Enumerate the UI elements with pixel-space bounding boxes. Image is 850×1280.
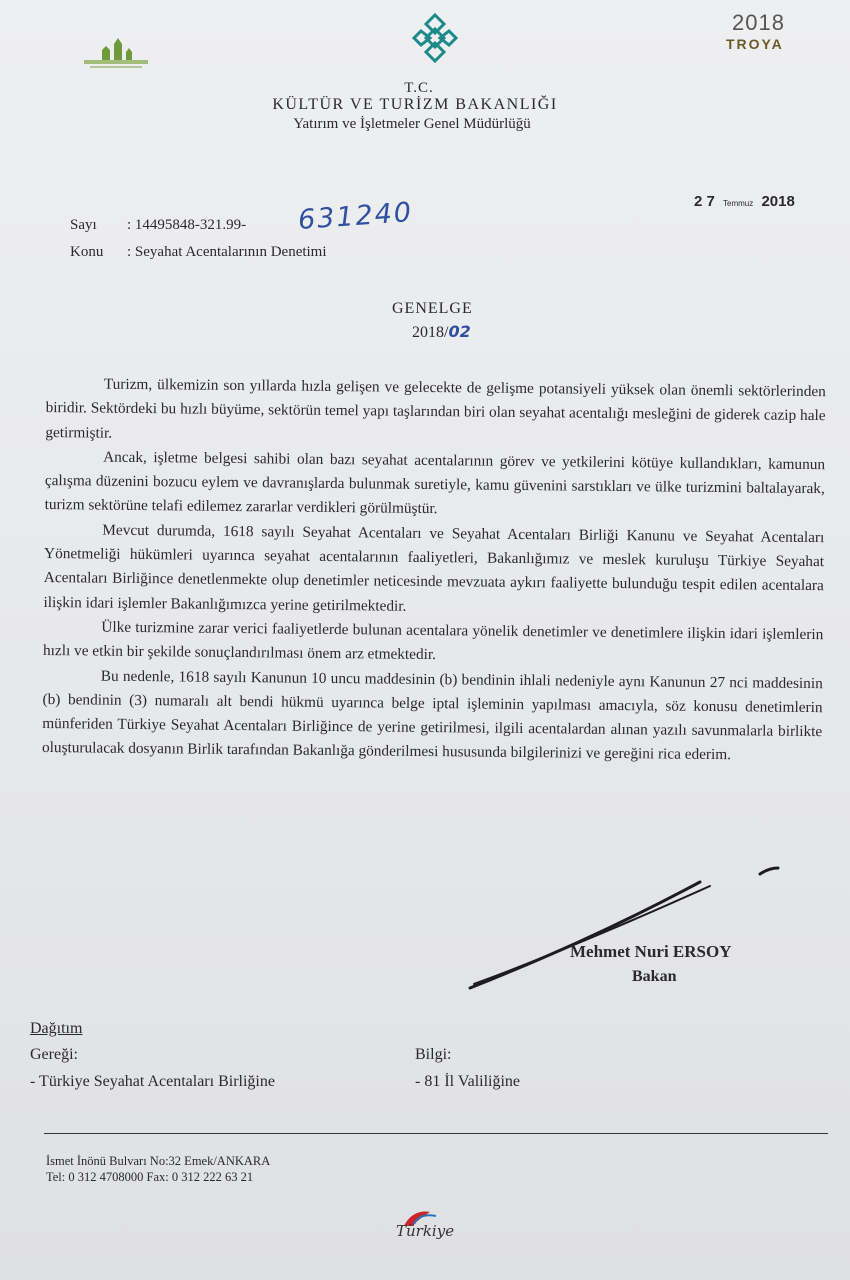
ministry-emblem-icon [412,12,458,64]
troya-2018-logo [722,10,802,62]
date-day: 2 7 [694,193,715,210]
sayi-label: Sayı [70,217,97,233]
date-year: 2018 [761,193,795,210]
footer-divider [44,1133,828,1134]
troya-year: 2018 [732,10,785,35]
bilgi-recipient: - 81 İl Valiliğine [415,1073,521,1090]
sayi-handwritten-number: 631240 [297,197,415,236]
geregi-label: Gereği: [30,1046,78,1063]
footer-address-block [46,1153,270,1185]
genelge-title: GENELGE [392,300,473,317]
sayi-value: : 14495848-321.99- [127,217,247,233]
body-paragraph: Mevcut durumda, 1618 sayılı Seyahat Acentaları ve Seyahat Acentaları Birliği Kanunu ve Seyahat Acentaları Yönetmeliği hükümleri uyarınca seyahat acentalarının faaliyetleri, Bakanlığımız ve meslek kuruluşu Türkiye Seyahat Acentaları Birliğince denetlenmekte olup denetimler neticesinde mevzuata aykırı faaliyette bulunduğu tespit edilen acentalara ilişkin idari işlemler Bakanlığımızca yerine getirilmektedir. [43,521,825,615]
handwritten-signature-icon [460,860,800,1000]
body-paragraph: Ülke turizmine zarar verici faaliyetlerde bulunan acentalara yönelik denetimler ve denetimlere ilişkin idari işlemlerin hızlı ve etkin bir şekilde sonuçlandırılması önem arz etmektedir. [42,618,824,664]
bilgi-label: Bilgi: [415,1046,452,1063]
signatory-name: Mehmet Nuri ERSOY [570,942,732,961]
genelge-number-prefix: 2018/ [412,324,449,341]
genelge-number [412,322,471,342]
header-ministry: KÜLTÜR VE TURİZM BAKANLIĞI [272,96,558,113]
troya-name: TROYA [726,36,784,52]
letter-body [42,372,826,769]
turkiye-brand-logo [392,1208,472,1258]
date-month: Temmuz [723,199,754,208]
body-paragraph: Ancak, işletme belgesi sahibi olan bazı seyahat acentalarının görev ve yetkilerini kötüye kullandıkları, kamunun çalışma düzenini bozucu eylem ve davranışlarda bulunmak suretiyle, kamu güvenini sarstıkları ve ülke turizmini baltalayarak, turizm sektörüne telafi edilemez zararlar verdikleri görülmüştür. [44,448,826,518]
signatory-title: Bakan [632,968,677,985]
genelge-number-handwritten: 02 [448,322,471,341]
document-date [694,193,795,210]
header-tc: T.C. [404,80,434,96]
body-paragraph: Bu nedenle, 1618 sayılı Kanunun 10 uncu maddesinin (b) bendinin ihlali nedeniyle aynı Kanunun 27 nci maddesinin (b) bendinin (3) numaralı alt bendi hükmü uyarınca belge iptal işleminin yapılması amacıyla, söz konusu denetimlerin münferiden Türkiye Seyahat Acentaları Birliğince de yerine getirilmesi, ilgili acentalardan alınan yazılı savunmalarla birlikte oluşturulacak dosyanın Birlik tarafından Bakanlığa gönderilmesi hususunda bilgilerinizi ve gereğini rica ederim. [41,667,823,764]
konu-label: Konu [70,244,104,260]
header-directorate: Yatırım ve İşletmeler Genel Müdürlüğü [293,116,531,132]
body-paragraph: Turizm, ülkemizin son yıllarda hızla gelişen ve gelecekte de gelişme potansiyeli yüksek olan önemli sektörlerinden biridir. Sektördeki bu hızlı büyüme, sektörün temel yapı taşlarından biri olan seyahat acentalığı mesleğini de giderek cazip hale getirmiştir. [45,375,826,442]
distribution-heading: Dağıtım [30,1020,83,1037]
footer-contact: Tel: 0 312 4708000 Fax: 0 312 222 63 21 [46,1170,254,1184]
turkiye-brand-text: Türkiye [396,1222,455,1240]
geregi-recipient: - Türkiye Seyahat Acentaları Birliğine [30,1073,275,1090]
konu-value: : Seyahat Acentalarının Denetimi [127,244,327,260]
footer-address: İsmet İnönü Bulvarı No:32 Emek/ANKARA [46,1154,271,1168]
ministry-side-logo-icon [80,30,152,72]
